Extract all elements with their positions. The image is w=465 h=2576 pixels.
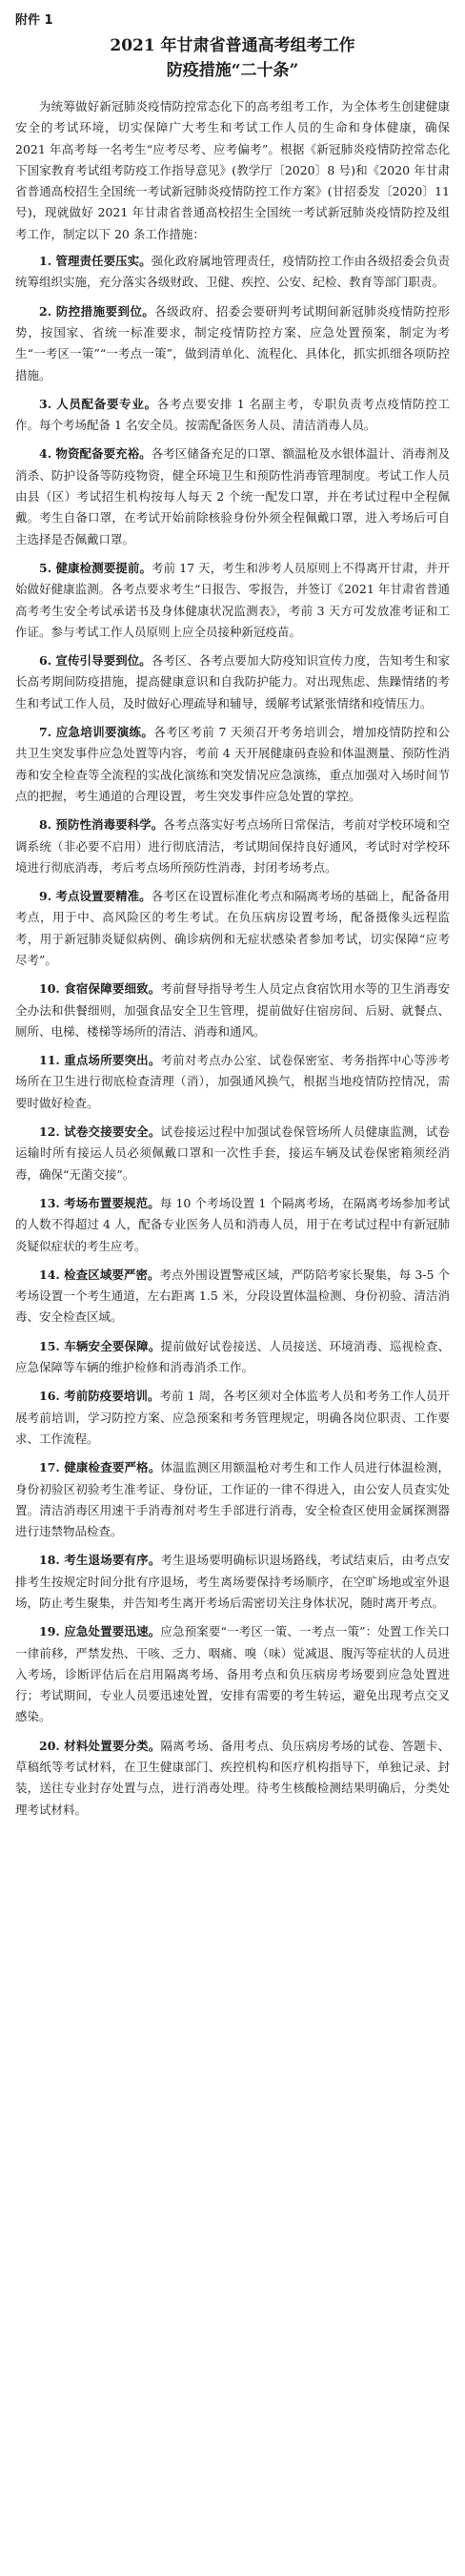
measure-heading: 19. 应急处置要迅速。 (39, 1624, 161, 1639)
measure-item-10 (15, 979, 450, 1042)
measure-body: 隔离考场、备用考点、负压病房考场的试卷、答题卡、草稿纸等考试材料，在卫生健康部门、疾控机构和医疗机构指导下，单独记录、封装，送往专业封存处置与点，进行消毒处理。待考生核酸检测结果明确后，分类处理考试材料。 (15, 1738, 450, 1817)
measure-heading: 16. 考前防疫要培训。 (39, 1389, 160, 1404)
measure-body: 考前对考点办公室、试卷保密室、考务指挥中心等涉考场所在卫生进行彻底检查清理（消），加强通风换气，根据当地疫情防控情况，需要时做好检查。 (15, 1053, 450, 1110)
measure-body: 各考点落实好考点场所日常保洁，考前对学校环境和空调系统（非必要不启用）进行彻底清洁，考试期间保持良好通风，考试时对学校环境进行彻底消毒，考后考点场所预防性消毒，封闭考场考点。 (15, 817, 450, 875)
measure-heading: 12. 试卷交接要安全。 (39, 1124, 161, 1140)
measure-item-1 (15, 251, 450, 294)
measure-item-9 (15, 886, 450, 971)
measure-heading: 17. 健康检查要严格。 (39, 1460, 161, 1475)
measure-body: 体温监测区用额温枪对考生和工作人员进行体温检测，身份初验区初验考生准考证、身份证，工作证的一律不得进入，由公安人员查实处置。清洁消毒区用速干手消毒剂对考生手部进行消毒，安全检查区使用金属探测器进行违禁物品检查。 (15, 1460, 450, 1539)
measure-item-14 (15, 1265, 450, 1329)
measure-body: 应急预案要“一考区一策、一考点一策”：处置工作关口一律前移，严禁发热、干咳、乏力、咽痛、嗅（味）觉减退、腹泻等症状的人员进入考场，诊断评估后在启用隔离考场、备用考点和负压病房考场要到应急处置进行；考试期间，专业人员要迅速处置，安排有需要的考生转运，避免出现考点交叉感染。 (15, 1624, 450, 1724)
measure-body: 强化政府属地管理责任，疫情防控工作由各级招委会负责统筹组织实施，充分落实各级财政、卫健、疾控、公安、纪检、教育等部门职责。 (15, 254, 450, 290)
measure-item-12 (15, 1122, 450, 1185)
measure-item-20 (15, 1736, 450, 1821)
measure-heading: 13. 考场布置要规范。 (39, 1195, 160, 1210)
measure-item-4 (15, 443, 450, 549)
document-title-line-1: 2021 年甘肃省普通高考组考工作 (110, 36, 355, 55)
measure-item-3 (15, 394, 450, 437)
measure-heading: 3. 人员配备要专业。 (39, 396, 157, 411)
measure-heading: 15. 车辆安全要保障。 (39, 1338, 161, 1353)
measure-item-19 (15, 1621, 450, 1727)
measure-heading: 6. 宣传引导要到位。 (39, 653, 152, 669)
measure-heading: 11. 重点场所要突出。 (39, 1053, 161, 1068)
measure-item-16 (15, 1386, 450, 1450)
measure-heading: 10. 食宿保障要细致。 (39, 981, 161, 997)
attachment-label: 附件 1 (15, 13, 53, 28)
measure-body: 试卷接运过程中加强试卷保管场所人员健康监测，试卷运输时所有接运人员必须佩戴口罩和一次性手套，接运车辆及试卷保密箱须经消毒，确保“无菌交接”。 (15, 1124, 450, 1182)
measure-item-18 (15, 1550, 450, 1614)
measure-item-13 (15, 1193, 450, 1257)
measure-item-11 (15, 1050, 450, 1114)
measure-body: 考前 1 周，各考区须对全体监考人员和考务工作人员开展考前培训，学习防控方案、应急预案和考务管理规定，明确各岗位职责、工作要求、工作流程。 (15, 1389, 450, 1446)
measure-heading: 2. 防控措施要到位。 (39, 303, 155, 319)
measure-body: 每 10 个考场设置 1 个隔离考场，在隔离考场参加考试的人数不得超过 4 人，配备专业医务人员和消毒人员，用于在考试过程中有新冠肺炎疑似症状的考生应考。 (15, 1195, 450, 1253)
measure-item-17 (15, 1457, 450, 1542)
measure-item-5 (15, 558, 450, 643)
measure-body: 提前做好试卷接送、人员接送、环境消毒、巡视检查、应急保障等车辆的维护检修和消毒消杀工作。 (15, 1338, 450, 1375)
measure-body: 考前督导指导考生人员定点食宿饮用水等的卫生消毒安全办法和供餐细则，加强食品安全卫生管理，提前做好住宿房间、后厨、就餐点、厕所、电梯、楼梯等场所的清洁、消毒和通风。 (15, 981, 450, 1039)
measure-heading: 20. 材料处置要分类。 (39, 1738, 161, 1753)
measure-body: 考点外围设置警戒区域，严防陪考家长聚集，每 3-5 个考场设置一个考生通道，左右距离 1.5 米，分段设置体温检测、身份初验、清洁消毒、安全检查区域。 (15, 1267, 450, 1325)
measure-heading: 8. 预防性消毒要科学。 (39, 817, 164, 833)
measure-item-6 (15, 650, 450, 714)
intro-paragraph: 为统筹做好新冠肺炎疫情防控常态化下的高考组考工作，为全体考生创建健康安全的考试环境，切实保障广大考生和考试工作人员的生命和身体健康，确保 2021 年高考每一名考生“应考尽考、应考偏考”。根据《新冠肺炎疫情防控常态化下国家教育考试组考防疫工作指导意见》(教学厅〔2020〕8 号)和《2020 年甘肃省普通高校招生全国统一考试新冠肺炎疫情防控工作方案》(甘招委发〔2020〕11 号)，现就做好 2021 年甘肃省普通高校招生全国统一考试新冠肺炎疫情防控及组考工作，制定以下 20 条工作措施： (15, 99, 450, 241)
measure-body: 各考区在设置标准化考点和隔离考场的基础上，配备备用考点，用于中、高风险区的考生考试。在负压病房设置考场，配备摄像头远程监考，用于新冠肺炎疑似病例、确诊病例和无症状感染者参加考试，切实保障“应考尽考”。 (15, 889, 450, 967)
measure-heading: 9. 考点设置要精准。 (39, 889, 152, 904)
measure-item-2 (15, 301, 450, 386)
measure-body: 各考区考前 7 天须召开考务培训会，增加疫情防控和公共卫生突发事件应急处置等内容，考前 4 天开展健康码查验和体温测量、预防性消毒和安全检查等全流程的实战化演练和突发情况应急演练，重点加强对入场时间节点的把握，考生通道的合理设置，考生突发事件应急处置的掌控。 (15, 725, 450, 803)
measure-heading: 5. 健康检测要提前。 (39, 560, 152, 575)
measure-body: 考前 17 天，考生和涉考人员原则上不得离开甘肃，并开始做好健康监测。各考点要求考生“日报告、零报告，并签订《2021 年甘肃省普通高考考生安全考试承诺书及身体健康状况监测表》，考前 3 天方可发放准考证和工作证。参与考试工作人员原则上应全员接种新冠疫苗。 (15, 560, 450, 639)
measure-body: 各级政府、招委会要研判考试期间新冠肺炎疫情防控形势，按国家、省统一标准要求，制定疫情防控方案、应急处置预案，制定为考生“一考区一策”“一考点一策”，做到清单化、流程化、具体化，抓实抓细各项防控措施。 (15, 303, 450, 382)
measure-heading: 7. 应急培训要演练。 (39, 725, 154, 740)
measure-body: 各考区储备充足的口罩、额温枪及水银体温计、消毒剂及消杀、防护设备等防疫物资，健全环境卫生和预防性消毒管理制度。考试工作人员由县（区）考试招生机构按每人每天 2 个统一配发口罩，并在考试过程中全程佩戴。考生自备口罩，在考试开始前除核验身份外须全程佩戴口罩，进入考场后可自主选择是否佩戴口罩。 (15, 446, 450, 546)
measure-heading: 18. 考生退场要有序。 (39, 1553, 161, 1568)
measure-heading: 1. 管理责任要压实。 (39, 254, 152, 269)
measure-body: 考生退场要明确标识退场路线，考试结束后，由考点安排考生按规定时间分批有序退场，考生离场要保持考场顺序，在空旷场地或室外退场，防止考生聚集，并告知考生离开考场后需密切关注身体状况，随时离开考点。 (15, 1553, 450, 1610)
measure-item-15 (15, 1336, 450, 1379)
measure-heading: 14. 检查区域要严密。 (39, 1267, 160, 1282)
measure-body: 各考区、各考点要加大防疫知识宣传力度，告知考生和家长高考期间防疫措施，提高健康意识和自我防护能力。对出现焦虑、焦躁情绪的考生和考试工作人员，及时做好心理疏导和辅导，缓解考试紧张情绪和疫情压力。 (15, 653, 450, 711)
measure-item-7 (15, 722, 450, 807)
document-title-line-2: 防疫措施“二十条” (166, 61, 299, 80)
measure-item-8 (15, 814, 450, 878)
measure-heading: 4. 物资配备要充裕。 (39, 446, 152, 462)
measure-body: 各考点要安排 1 名副主考，专职负责考点疫情防控工作。每个考场配备 1 名安全员。按需配备医务人员、清洁消毒人员。 (15, 396, 451, 433)
